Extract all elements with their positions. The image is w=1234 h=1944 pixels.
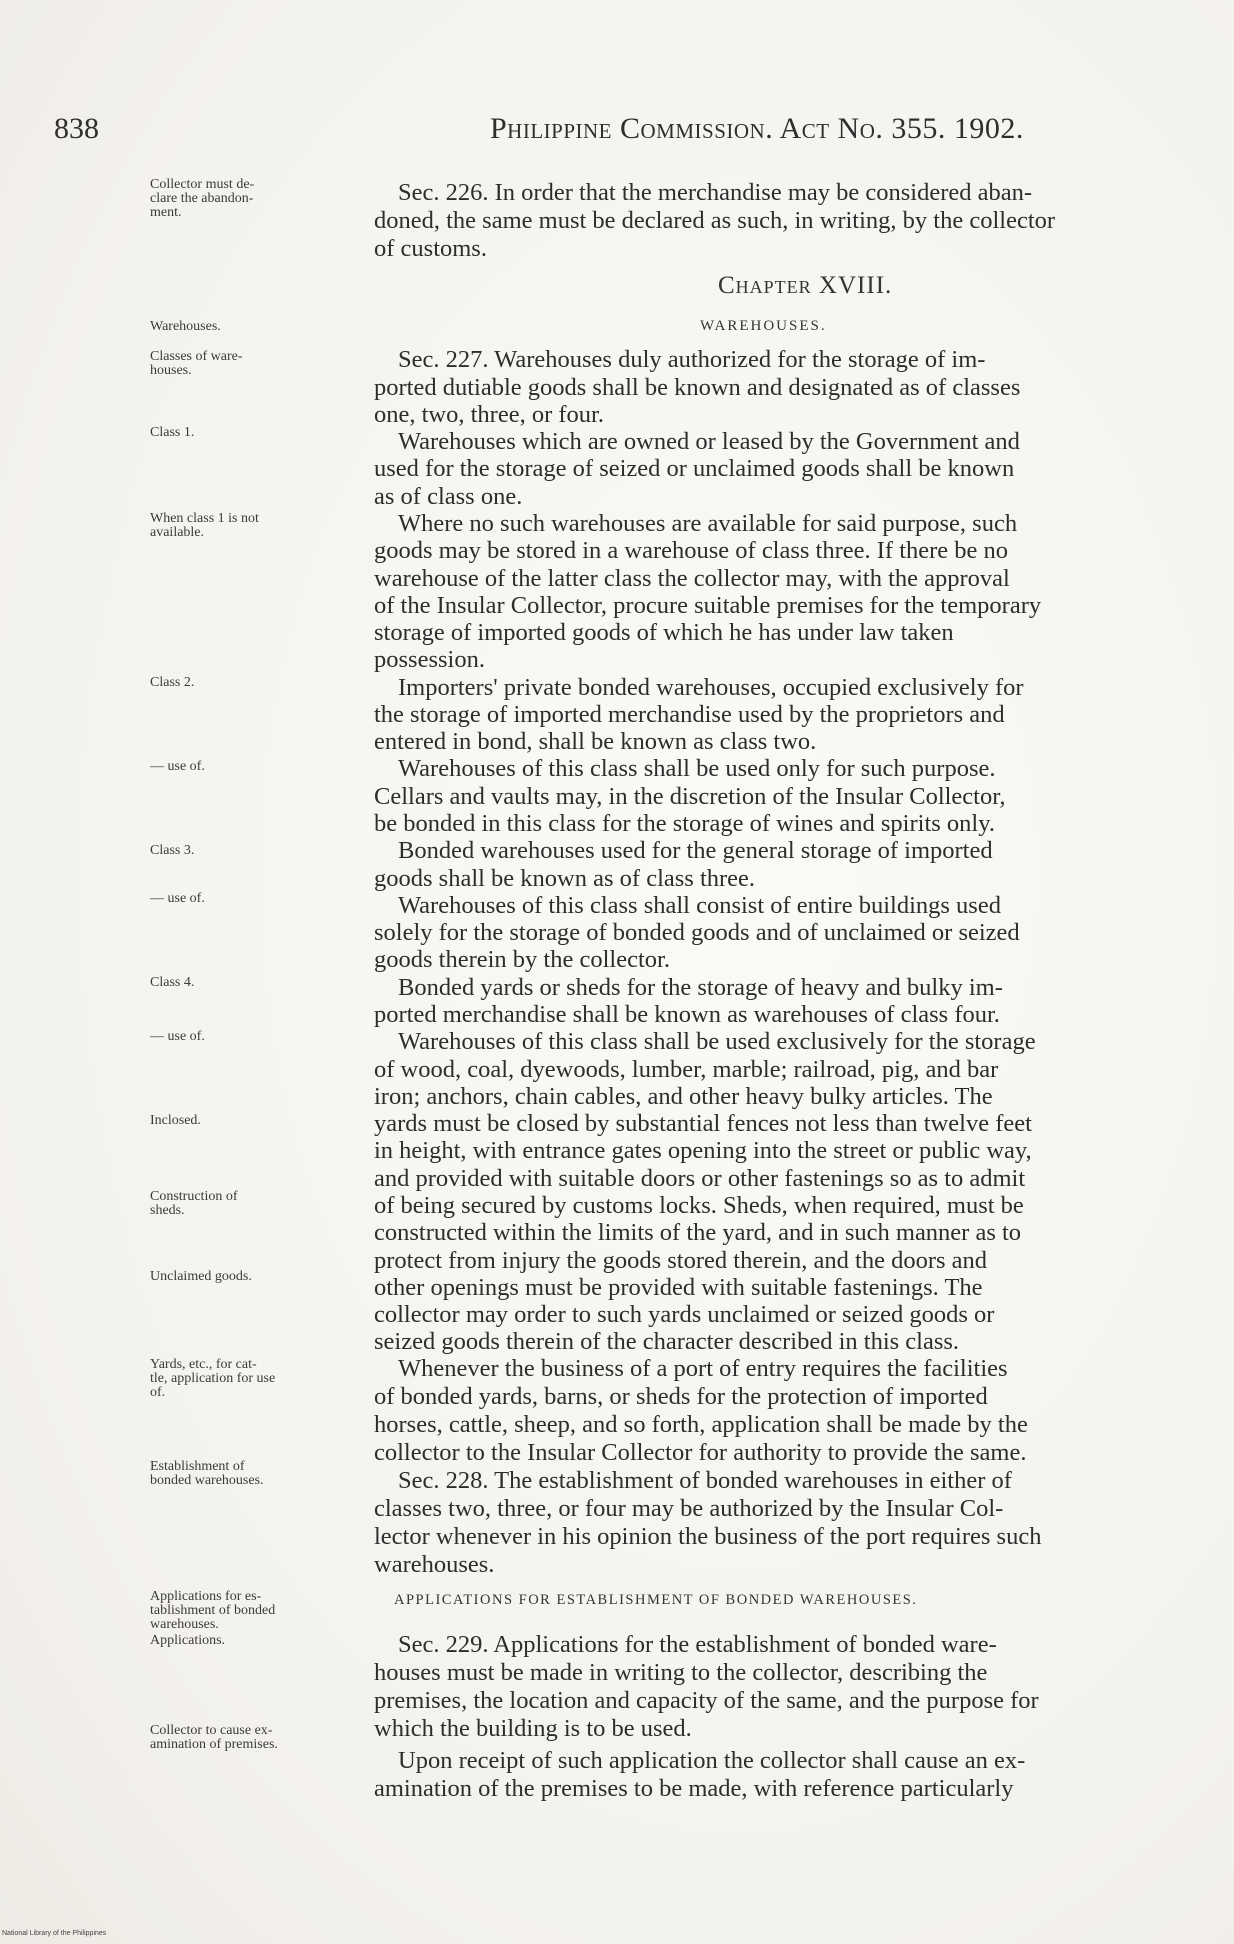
text-line: yards must be closed by substantial fences not less than twelve feet [374, 1110, 1032, 1137]
text-line: of wood, coal, dyewoods, lumber, marble; railroad, pig, and bar [374, 1056, 999, 1083]
text-line: Cellars and vaults may, in the discretion of the Insular Collector, [374, 783, 1006, 810]
margin-note: Collector must de- clare the abandon- ment. [150, 177, 255, 220]
text-line: warehouse of the latter class the collector may, with the approval [374, 565, 1010, 592]
margin-note: Applications for es- tablishment of bonded warehouses. [150, 1589, 276, 1632]
running-title: Philippine Commission. Act No. 355. 1902. [490, 112, 1024, 145]
text-line: Warehouses of this class shall be used only for such purpose. [398, 755, 996, 782]
text-line: Importers' private bonded warehouses, occupied exclusively for [398, 674, 1024, 701]
margin-note: Inclosed. [150, 1113, 201, 1128]
section-heading-applications: APPLICATIONS FOR ESTABLISHMENT OF BONDED WAREHOUSES. [394, 1592, 918, 1608]
text-line: Bonded warehouses used for the general storage of imported [398, 837, 993, 864]
text-line: goods therein by the collector. [374, 946, 670, 973]
text-line: and provided with suitable doors or other fastenings so as to admit [374, 1165, 1026, 1192]
text-line: used for the storage of seized or unclaimed goods shall be known [374, 455, 1015, 482]
text-line: of bonded yards, barns, or sheds for the protection of imported [374, 1383, 988, 1410]
margin-note: Warehouses. [150, 319, 221, 334]
text-line: Warehouses which are owned or leased by the Government and [398, 428, 1020, 455]
margin-note: Establishment of bonded warehouses. [150, 1459, 264, 1488]
text-line: Sec. 226. In order that the merchandise may be considered aban- [398, 179, 1033, 206]
text-line: be bonded in this class for the storage of wines and spirits only. [374, 810, 996, 837]
section-heading-warehouses: WAREHOUSES. [700, 318, 827, 334]
text-line: houses must be made in writing to the collector, describing the [374, 1659, 988, 1686]
text-line: of customs. [374, 235, 487, 262]
text-line: ported merchandise shall be known as warehouses of class four. [374, 1001, 1000, 1028]
margin-note: Class 3. [150, 843, 195, 858]
text-line: protect from injury the goods stored therein, and the doors and [374, 1247, 988, 1274]
text-line: possession. [374, 646, 485, 673]
text-line: Where no such warehouses are available for said purpose, such [398, 510, 1018, 537]
text-line: premises, the location and capacity of the same, and the purpose for [374, 1687, 1039, 1714]
text-line: Sec. 228. The establishment of bonded warehouses in either of [398, 1467, 1012, 1494]
text-line: Sec. 229. Applications for the establishment of bonded ware- [398, 1631, 997, 1658]
margin-note: Applications. [150, 1633, 226, 1648]
text-line: solely for the storage of bonded goods and of unclaimed or seized [374, 919, 1020, 946]
margin-note: — use of. [150, 759, 205, 774]
text-line: Whenever the business of a port of entry requires the facilities [398, 1355, 1008, 1382]
text-line: seized goods therein of the character described in this class. [374, 1328, 960, 1355]
text-line: as of class one. [374, 483, 523, 510]
text-line: goods shall be known as of class three. [374, 865, 756, 892]
text-line: warehouses. [374, 1551, 495, 1578]
text-line: Sec. 227. Warehouses duly authorized for the storage of im- [398, 346, 986, 373]
text-line: collector may order to such yards unclaimed or seized goods or [374, 1301, 995, 1328]
scan-credit: National Library of the Philippines [2, 1930, 107, 1937]
page-number: 838 [54, 112, 99, 145]
text-line: lector whenever in his opinion the business of the port requires such [374, 1523, 1042, 1550]
chapter-heading: Chapter XVIII. [718, 272, 893, 299]
text-line: Upon receipt of such application the collector shall cause an ex- [398, 1747, 1026, 1774]
margin-note: Yards, etc., for cat- tle, application for use of. [150, 1357, 276, 1400]
text-line: of the Insular Collector, procure suitable premises for the temporary [374, 592, 1042, 619]
text-line: one, two, three, or four. [374, 401, 604, 428]
text-line: goods may be stored in a warehouse of class three. If there be no [374, 537, 1009, 564]
margin-note: — use of. [150, 891, 205, 906]
text-line: amination of the premises to be made, with reference particularly [374, 1775, 1014, 1802]
text-line: the storage of imported merchandise used by the proprietors and [374, 701, 1005, 728]
text-line: doned, the same must be declared as such, in writing, by the collector [374, 207, 1056, 234]
text-line: in height, with entrance gates opening into the street or public way, [374, 1137, 1032, 1164]
text-line: Warehouses of this class shall consist of entire buildings used [398, 892, 1001, 919]
text-line: entered in bond, shall be known as class two. [374, 728, 817, 755]
text-line: classes two, three, or four may be authorized by the Insular Col- [374, 1495, 1004, 1522]
margin-note: When class 1 is not available. [150, 511, 259, 540]
text-line: of being secured by customs locks. Sheds, when required, must be [374, 1192, 1024, 1219]
text-line: iron; anchors, chain cables, and other heavy bulky articles. The [374, 1083, 993, 1110]
text-line: Bonded yards or sheds for the storage of heavy and bulky im- [398, 974, 1003, 1001]
margin-note: Construction of sheds. [150, 1189, 238, 1218]
margin-note: Unclaimed goods. [150, 1269, 252, 1284]
text-line: storage of imported goods of which he has under law taken [374, 619, 954, 646]
text-line: ported dutiable goods shall be known and designated as of classes [374, 374, 1021, 401]
margin-note: Class 4. [150, 975, 195, 990]
margin-note: Classes of ware- houses. [150, 349, 243, 378]
text-line: which the building is to be used. [374, 1715, 692, 1742]
text-line: horses, cattle, sheep, and so forth, application shall be made by the [374, 1411, 1028, 1438]
text-line: Warehouses of this class shall be used exclusively for the storage [398, 1028, 1036, 1055]
text-line: collector to the Insular Collector for authority to provide the same. [374, 1439, 1027, 1466]
margin-note: Class 1. [150, 425, 195, 440]
margin-note: Collector to cause ex- amination of premises. [150, 1723, 278, 1752]
text-line: constructed within the limits of the yard, and in such manner as to [374, 1219, 1022, 1246]
text-line: other openings must be provided with suitable fastenings. The [374, 1274, 983, 1301]
margin-note: — use of. [150, 1029, 205, 1044]
margin-note: Class 2. [150, 675, 195, 690]
